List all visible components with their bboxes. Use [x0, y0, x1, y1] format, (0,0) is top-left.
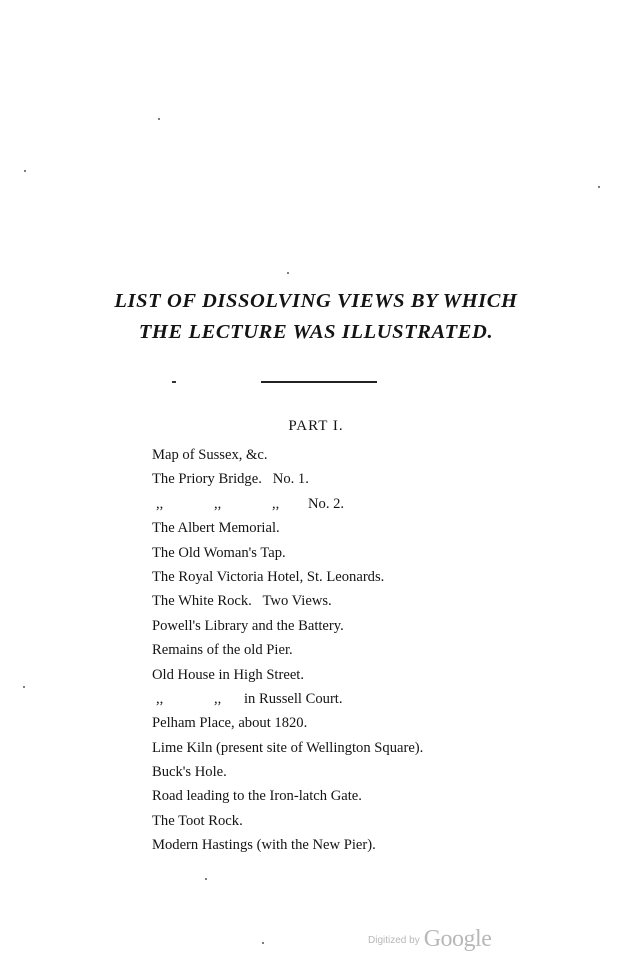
list-item: Map of Sussex, &c. — [152, 447, 268, 463]
list-item: Modern Hastings (with the New Pier). — [152, 837, 376, 854]
page-title — [0, 286, 632, 348]
scan-speck — [205, 878, 207, 880]
list-item: Old House in High Street. — [152, 666, 305, 683]
list-item: Road leading to the Iron-latch Gate. — [152, 788, 362, 805]
scan-speck — [24, 170, 26, 172]
list-item: Remains of the old Pier. — [152, 642, 293, 659]
ditto-mark: ,, — [214, 690, 222, 707]
google-logo: Google — [423, 926, 492, 952]
watermark-prefix: Digitized by — [368, 935, 420, 946]
digitized-watermark — [368, 926, 491, 953]
list-item: The Royal Victoria Hotel, St. Leonards. — [152, 568, 385, 585]
list-item: The Albert Memorial. — [152, 520, 280, 537]
scan-speck — [23, 686, 25, 688]
scan-speck — [158, 118, 160, 120]
list-item: ,, ,, in Russell Court. — [152, 687, 423, 711]
rule-mark — [172, 381, 176, 383]
scan-speck — [262, 942, 264, 944]
ditto-mark: ,, — [156, 495, 164, 512]
section-heading: PART I. — [288, 418, 344, 434]
title-line-2: THE LECTURE WAS ILLUSTRATED. — [138, 321, 494, 343]
list-item: The Priory Bridge. No. 1. — [152, 471, 309, 488]
list-item: The Toot Rock. — [152, 812, 243, 829]
list-item: Buck's Hole. — [152, 764, 227, 781]
scan-speck — [598, 186, 600, 188]
list-item: Lime Kiln (present site of Wellington Square). — [152, 739, 424, 756]
list-item: The Old Woman's Tap. — [152, 544, 286, 561]
list-item: Pelham Place, about 1820. — [152, 715, 308, 732]
ditto-mark: ,, — [214, 495, 222, 512]
title-line-1: LIST OF DISSOLVING VIEWS BY WHICH — [114, 290, 518, 312]
ditto-mark: ,, — [272, 495, 280, 512]
list-item: The White Rock. Two Views. — [152, 593, 332, 610]
list-item: ,, ,, ,, No. 2. — [152, 492, 423, 516]
list-item: Powell's Library and the Battery. — [152, 617, 344, 634]
views-list — [152, 443, 423, 858]
scan-speck — [287, 272, 289, 274]
divider-rule — [261, 381, 377, 383]
ditto-mark: ,, — [156, 690, 164, 707]
